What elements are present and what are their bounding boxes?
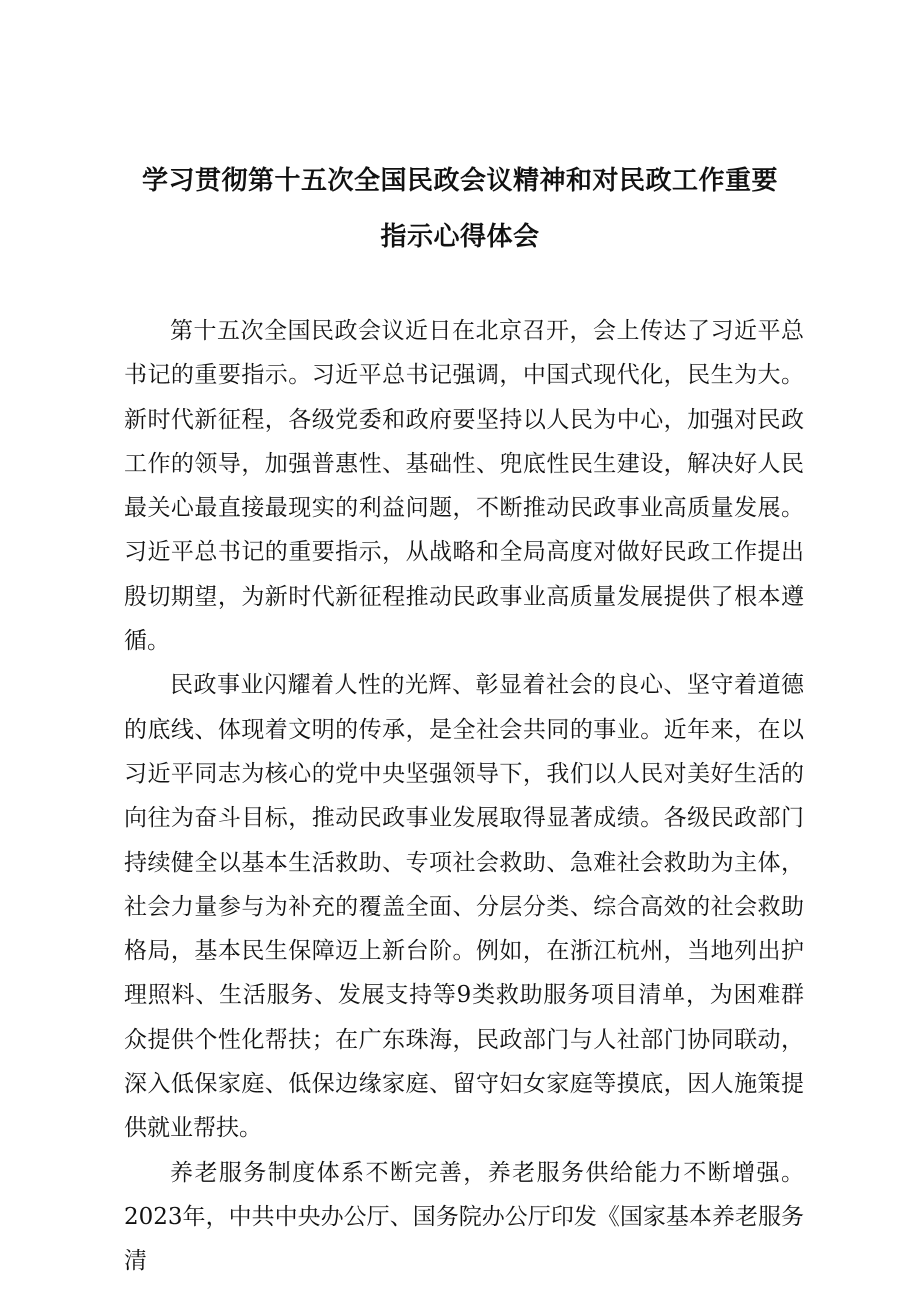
body-paragraph-2: 民政事业闪耀着人性的光辉、彰显着社会的良心、坚守着道德的底线、体现着文明的传承，是全社会共同的事业。近年来，在以习近平同志为核心的党中央坚强领导下，我们以人民对美好生活的向往为奋斗目标，推动民政事业发展取得显著成绩。各级民政部门持续健全以基本生活救助、专项社会救助、急难社会救助为主体，社会力量参与为补充的覆盖全面、分层分类、综合高效的社会救助格局，基本民生保障迈上新台阶。例如，在浙江杭州，当地列出护理照料、生活服务、发展支持等9类救助服务项目清单，为困难群众提供个性化帮扶；在广东珠海，民政部门与人社部门协同联动，深入低保家庭、低保边缘家庭、留守妇女家庭等摸底，因人施策提供就业帮扶。 (124, 672, 804, 1142)
body-paragraph-3: 养老服务制度体系不断完善，养老服务供给能力不断增强。2023年，中共中央办公厅、国务院办公厅印发《国家基本养老服务清 (124, 1159, 804, 1275)
document-title-line-2: 指示心得体会 (380, 222, 540, 252)
body-paragraph-1: 第十五次全国民政会议近日在北京召开，会上传达了习近平总书记的重要指示。习近平总书记强调，中国式现代化，民生为大。新时代新征程，各级党委和政府要坚持以人民为中心，加强对民政工作的领导，加强普惠性、基础性、兜底性民生建设，解决好人民最关心最直接最现实的利益问题，不断推动民政事业高质量发展。习近平总书记的重要指示，从战略和全局高度对做好民政工作提出殷切期望，为新时代新征程推动民政事业高质量发展提供了根本遵循。 (124, 318, 804, 655)
document-title-line-1: 学习贯彻第十五次全国民政会议精神和对民政工作重要 (141, 166, 778, 196)
document-body (124, 309, 804, 1284)
